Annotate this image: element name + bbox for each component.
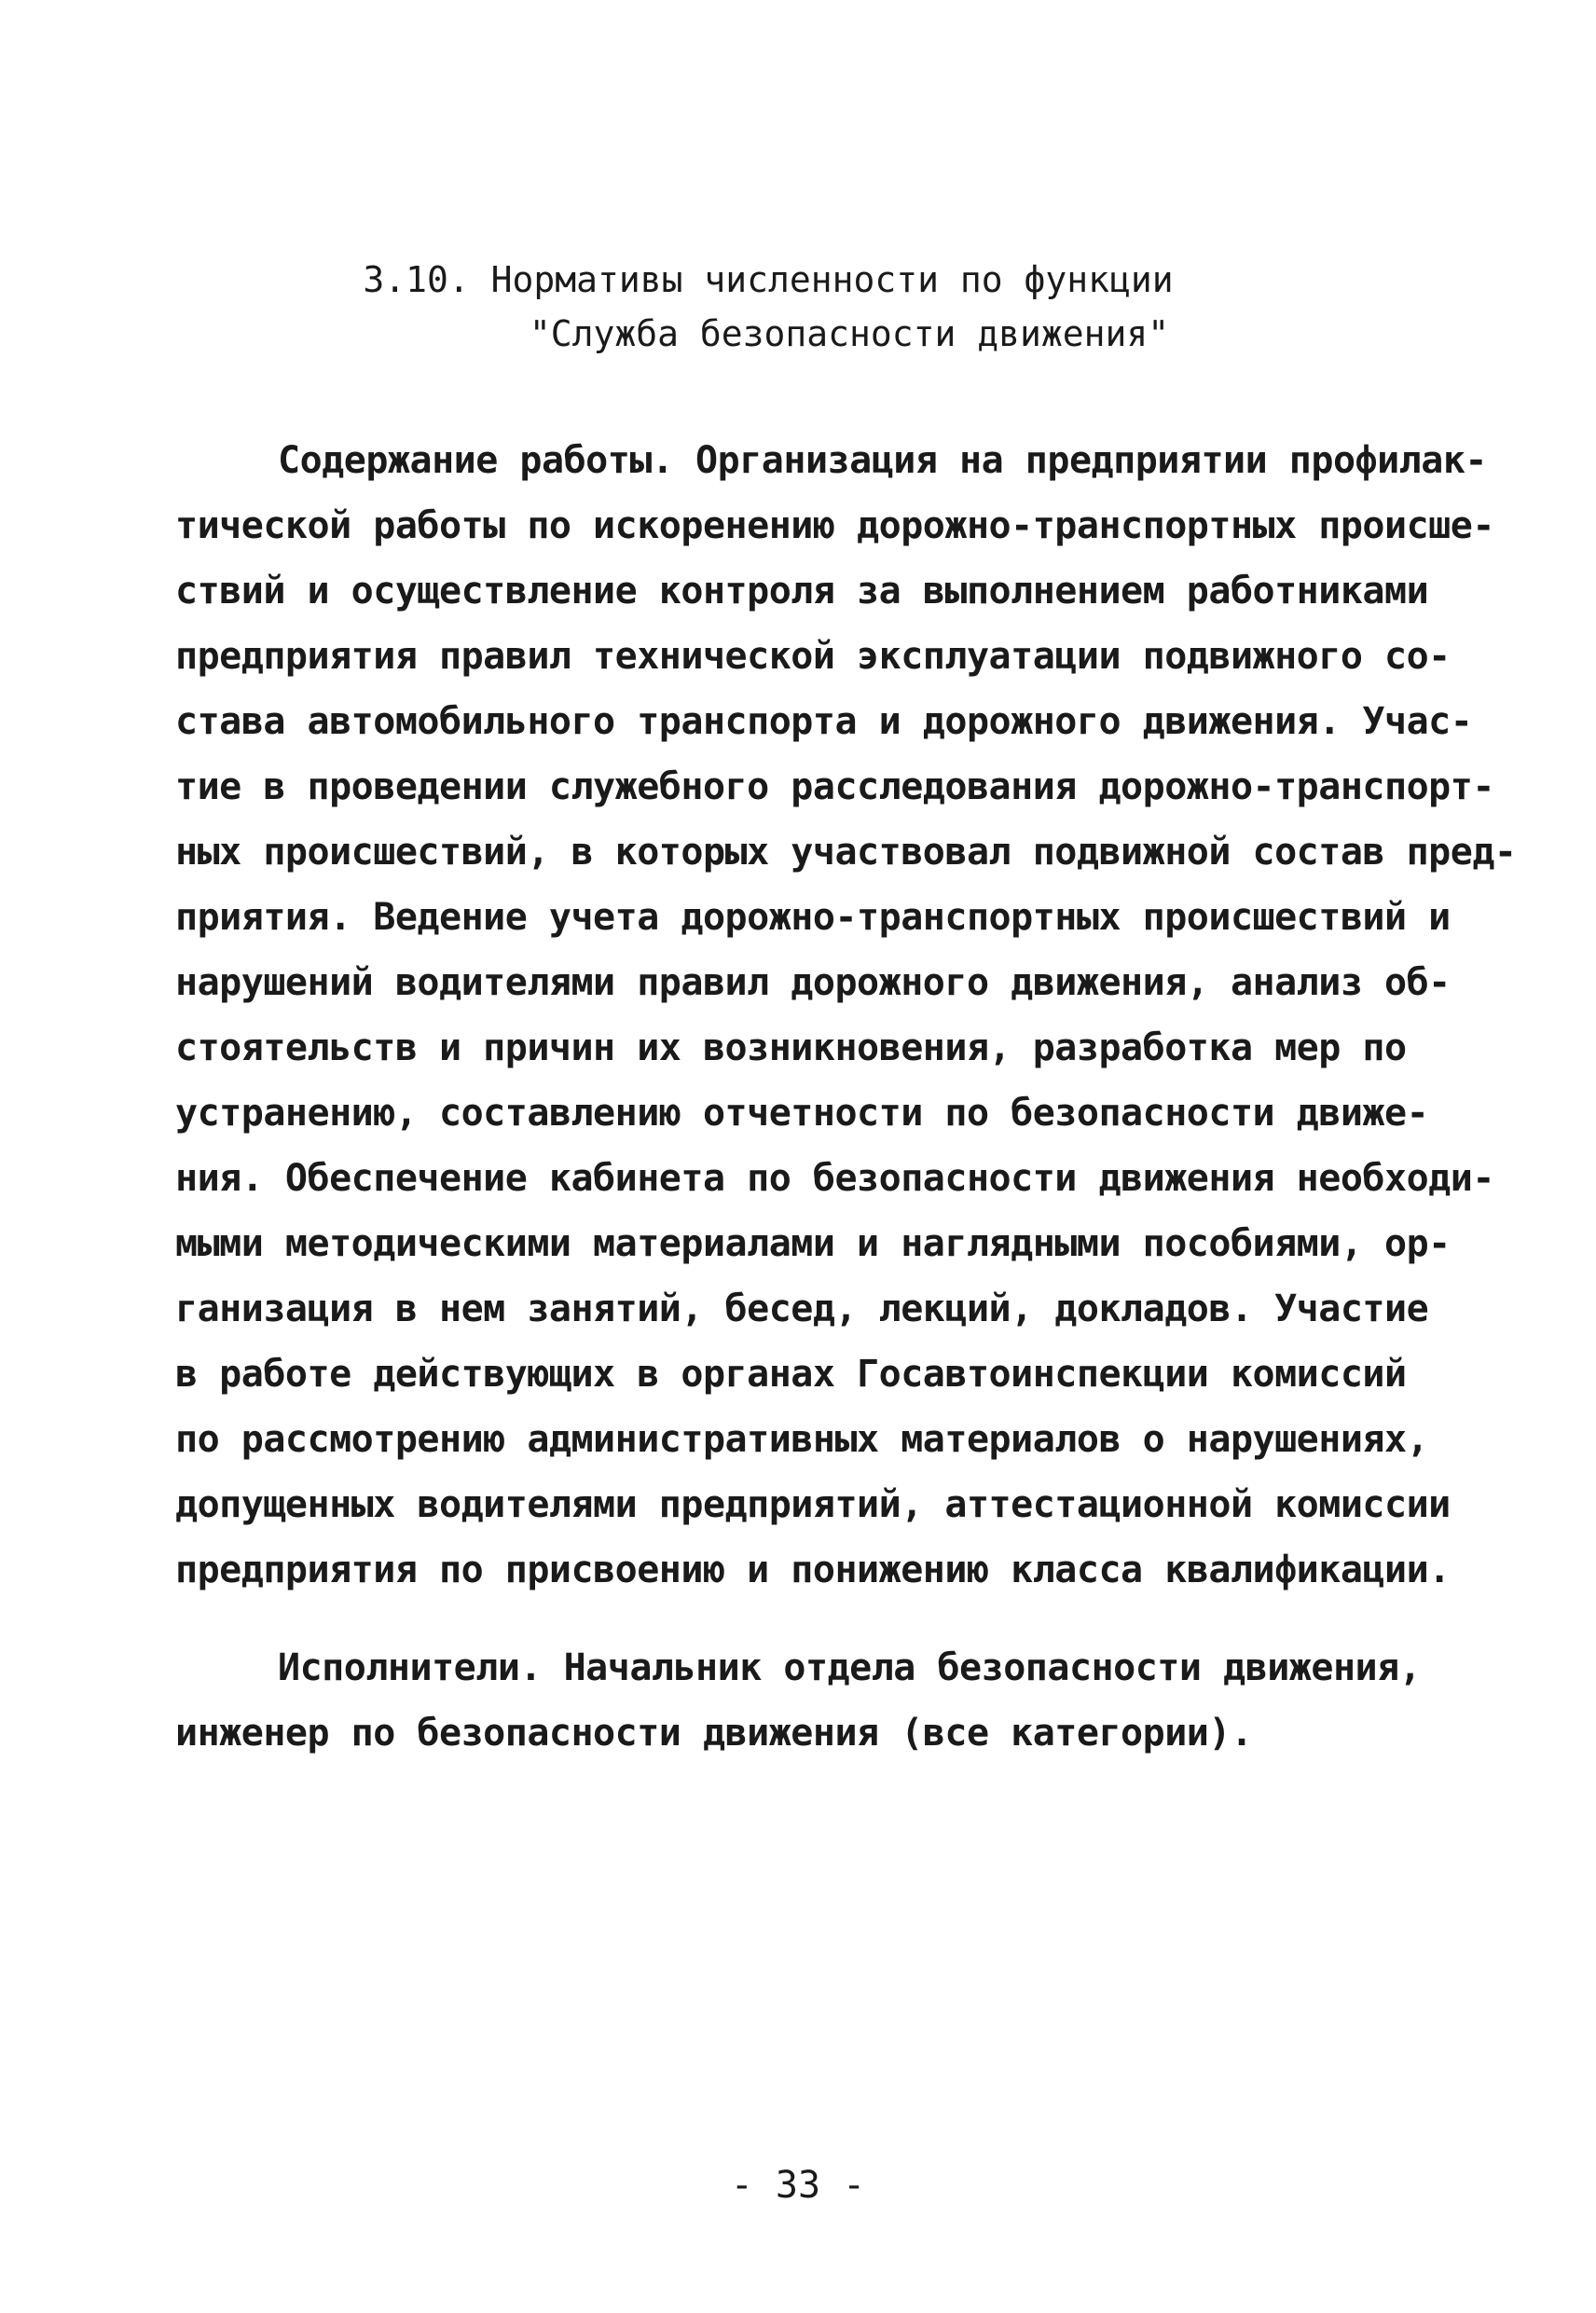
page-number: - 33 -: [730, 2164, 866, 2207]
section-subtitle: "Служба безопасности движения": [529, 313, 1170, 354]
paragraph-line: устранению, составлению отчетности по безопасности движе-: [175, 1092, 1429, 1135]
paragraph-line: ганизация в нем занятий, бесед, лекций, докладов. Участие: [175, 1287, 1429, 1330]
paragraph-line: предприятия правил технической эксплуатации подвижного со-: [175, 635, 1451, 678]
paragraph-line: тической работы по искоренению дорожно-транспортных происше-: [175, 504, 1494, 547]
paragraph-line: предприятия по присвоению и понижению класса квалификации.: [175, 1549, 1451, 1591]
paragraph-line: става автомобильного транспорта и дорожного движения. Учас-: [175, 700, 1473, 743]
paragraph-line: тие в проведении служебного расследования дорожно-транспорт-: [175, 765, 1494, 808]
paragraph-line: Исполнители. Начальник отдела безопасности движения,: [278, 1646, 1422, 1689]
paragraph-line: Содержание работы. Организация на предприятии профилак-: [278, 439, 1488, 482]
paragraph-line: ных происшествий, в которых участвовал подвижной состав пред-: [175, 831, 1517, 874]
paragraph-line: приятия. Ведение учета дорожно-транспортных происшествий и: [175, 896, 1451, 939]
paragraph-line: мыми методическими материалами и наглядными пособиями, ор-: [175, 1222, 1451, 1265]
paragraph-line: допущенных водителями предприятий, аттестационной комиссии: [175, 1483, 1451, 1526]
paragraph-line: инженер по безопасности движения (все категории).: [175, 1712, 1253, 1755]
paragraph-line: ствий и осуществление контроля за выполнением работниками: [175, 570, 1429, 613]
paragraph-line: стоятельств и причин их возникновения, разработка мер по: [175, 1026, 1407, 1069]
paragraph-line: ния. Обеспечение кабинета по безопасности движения необходи-: [175, 1157, 1494, 1200]
paragraph-line: по рассмотрению административных материалов о нарушениях,: [175, 1418, 1429, 1461]
section-title: 3.10. Нормативы численности по функции: [363, 259, 1174, 300]
paragraph-line: нарушений водителями правил дорожного движения, анализ об-: [175, 961, 1451, 1004]
paragraph-line: в работе действующих в органах Госавтоинспекции комиссий: [175, 1353, 1407, 1396]
